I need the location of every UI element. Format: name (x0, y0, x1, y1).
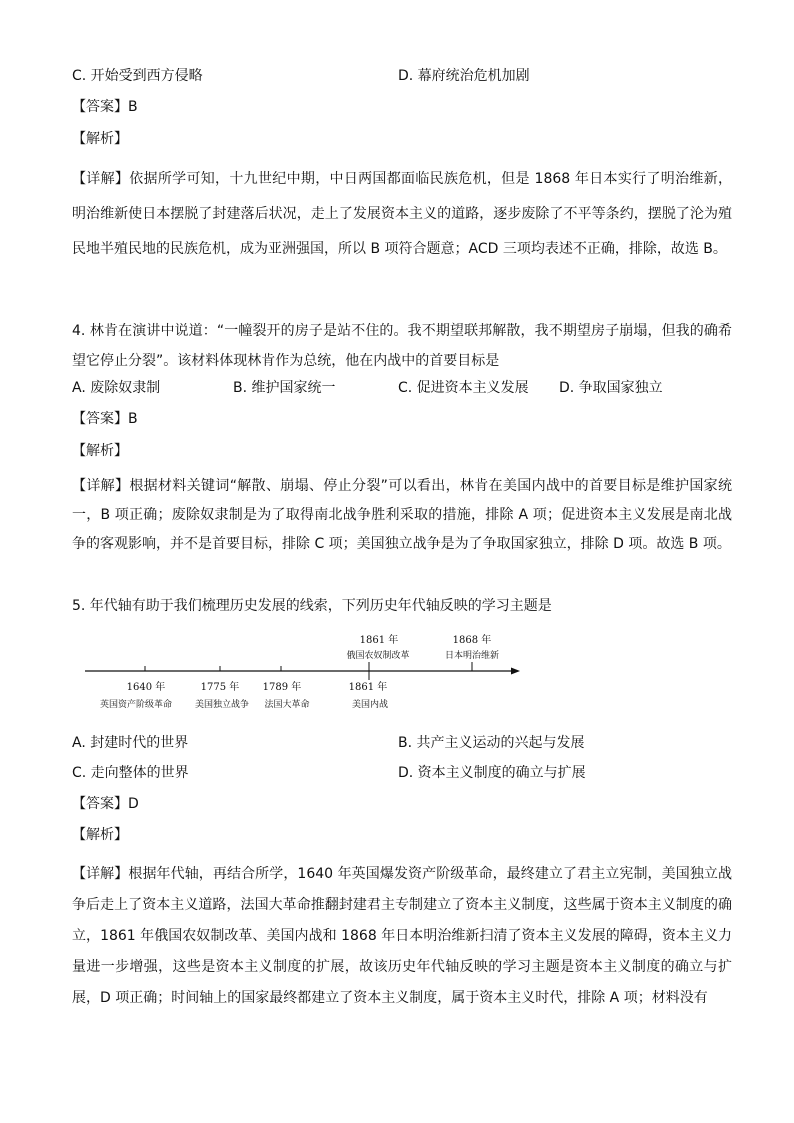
tl-above-year: 1861 年 (359, 635, 399, 646)
timeline-arrow-icon (511, 668, 520, 675)
q5-stem: 5. 年代轴有助于我们梳理历史发展的线索，下列历史年代轴反映的学习主题是 (72, 598, 552, 614)
q5-answer: 【答案】D (72, 796, 139, 812)
tl-below-year: 1640 年 (126, 682, 166, 693)
q3-analysis-heading: 【解析】 (72, 131, 128, 147)
q3-answer: 【答案】B (72, 99, 138, 115)
q4-analysis-heading: 【解析】 (72, 443, 128, 459)
q5-option-b: B. 共产主义运动的兴起与发展 (398, 735, 585, 751)
q5-option-d: D. 资本主义制度的确立与扩展 (398, 765, 586, 781)
tl-below-event: 法国大革命 (264, 700, 310, 710)
tl-below-event: 美国内战 (351, 700, 389, 710)
q3-option-d: D. 幕府统治危机加剧 (398, 68, 530, 84)
q4-option-d: D. 争取国家独立 (559, 380, 663, 396)
q5-option-c: C. 走向整体的世界 (72, 765, 189, 781)
q4-detail: 【详解】根据材料关键词“解散、崩塌、停止分裂”可以看出，林肯在美国内战中的首要目标是维护国家统一，B 项正确；废除奴隶制是为了取得南北战争胜利采取的措施，排除 A 项；促进资本主义发展是南北战争的客观影响，并不是首要目标，排除 C 项；美国独立战争是为了争取国家独立，排除 D 项。故选 B 项。 (72, 478, 732, 552)
tl-below-year: 1861 年 (348, 682, 388, 693)
q3-option-c: C. 开始受到西方侵略 (72, 68, 203, 84)
tl-above-year: 1868 年 (452, 635, 492, 646)
q3-detail: 【详解】依据所学可知，十九世纪中期，中日两国都面临民族危机，但是 1868 年日本实行了明治维新，明治维新使日本摆脱了封建落后状况，走上了发展资本主义的道路，逐步废除了不平等条约，摆脱了沦为殖民地半殖民地的民族危机，成为亚洲强国，所以 B 项符合题意；ACD 三项均表述不正确，排除，故选 B。 (72, 171, 732, 257)
tl-below-event: 美国独立战争 (194, 700, 250, 710)
tl-above-event: 俄国农奴制改革 (346, 651, 410, 661)
q5-analysis-heading: 【解析】 (72, 827, 128, 843)
tl-below-year: 1775 年 (200, 682, 240, 693)
tl-below-event: 英国资产阶级革命 (99, 700, 173, 710)
tl-below-year: 1789 年 (262, 682, 302, 693)
q4-option-c: C. 促进资本主义发展 (398, 380, 529, 396)
q4-stem: 4. 林肯在演讲中说道：“一幢裂开的房子是站不住的。我不期望联邦解散，我不期望房子崩塌，但我的确希望它停止分裂”。该材料体现林肯作为总统，他在内战中的首要目标是 (72, 323, 732, 369)
q4-option-a: A. 废除奴隶制 (72, 380, 161, 396)
q5-detail: 【详解】根据年代轴，再结合所学，1640 年英国爆发资产阶级革命，最终建立了君主立宪制，美国独立战争后走上了资本主义道路，法国大革命推翻封建君主专制建立了资本主义制度，这些属于资本主义制度的确立，1861 年俄国农奴制改革、美国内战和 1868 年日本明治维新扫清了资本主义发展的障碍，资本主义力量进一步增强，这些是资本主义制度的扩展，故该历史年代轴反映的学习主题是资本主义制度的确立与扩展，D 项正确；时间轴上的国家最终都建立了资本主义制度，属于资本主义时代，排除 A 项；材料没有 (72, 866, 732, 1006)
tl-above-event: 日本明治维新 (444, 651, 500, 661)
q5-option-a: A. 封建时代的世界 (72, 735, 189, 751)
q4-option-b: B. 维护国家统一 (233, 380, 336, 396)
timeline-diagram (80, 628, 530, 714)
q4-answer: 【答案】B (72, 411, 138, 427)
